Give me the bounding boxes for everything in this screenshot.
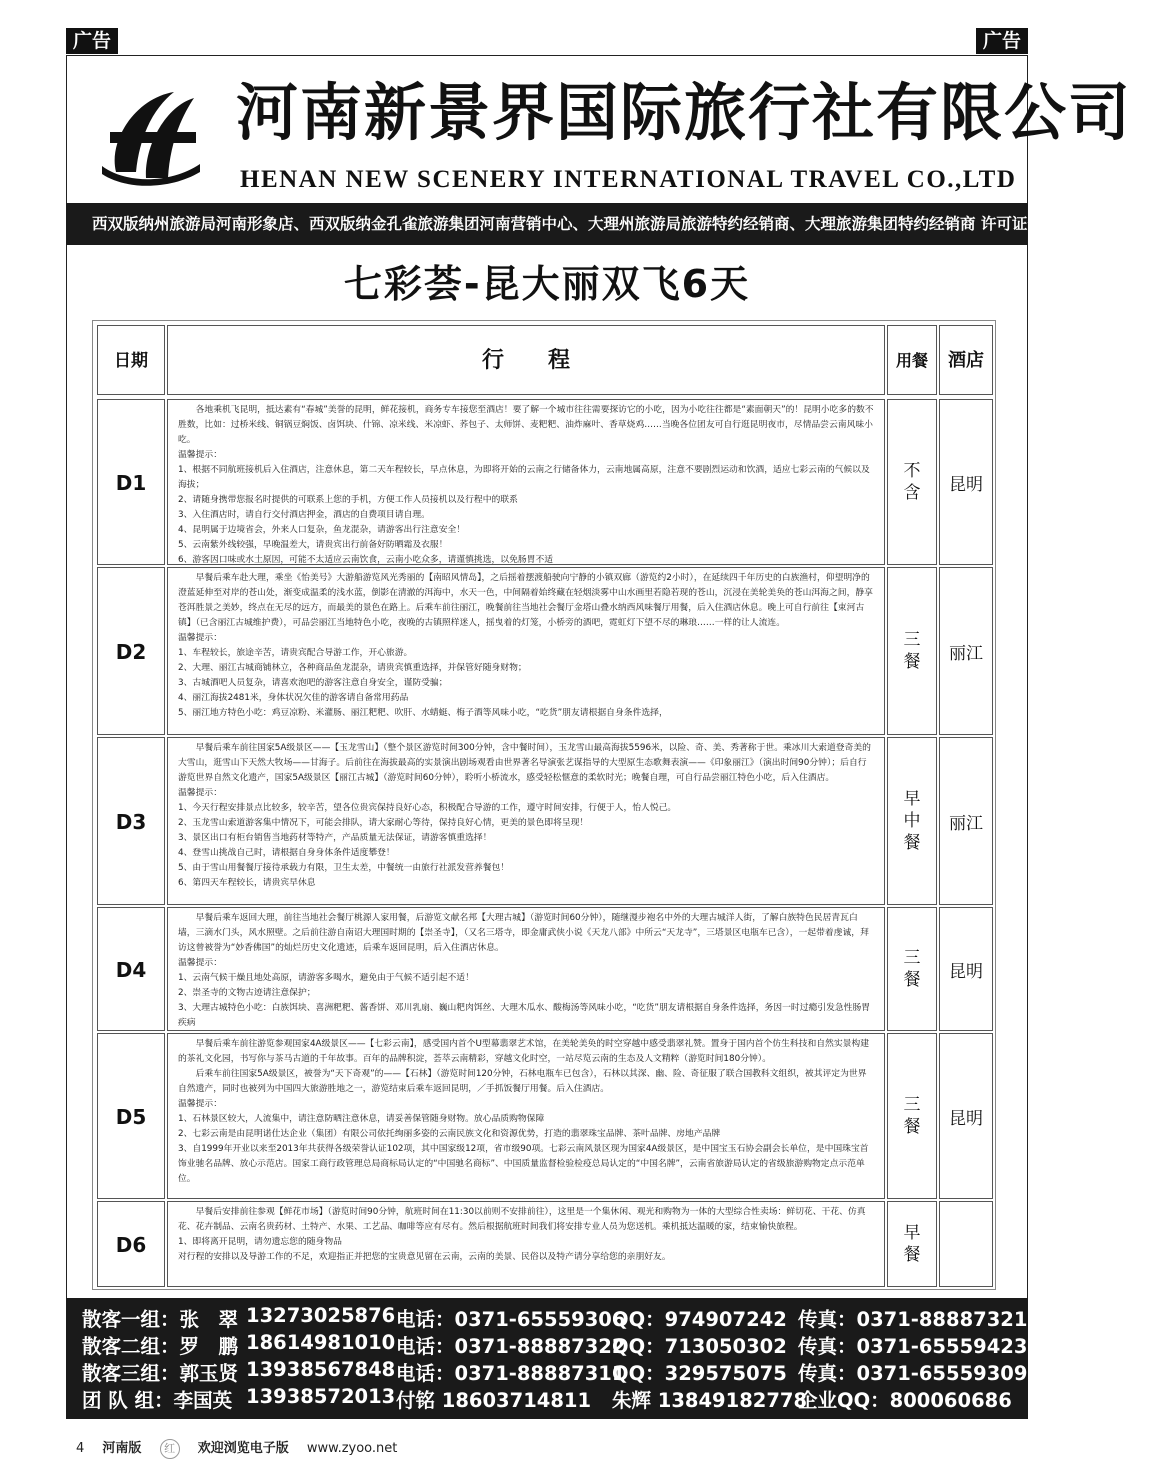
itinerary-line: 3、自1999年开业以来至2013年共获得各级荣誉认证102项，其中国家级12项，省市级90项。七彩云南风景区现为国家4A级景区，是中国宝玉石协会副会长单位，是中国珠宝首饰业驰名品牌、放心示范店。国家工商行政管理总局商标局认定的“中国驰名商标”、中国质量监督检验检疫总局认定的“中国名牌”，云南省旅游局认定的省级旅游购物定点示范单位。	[178, 1144, 869, 1184]
day-itinerary	[167, 399, 885, 565]
company-logo-icon	[96, 80, 206, 190]
contact-phone: 电话：0371-88887322	[396, 1335, 626, 1358]
day-hotel: 丽江	[939, 567, 993, 735]
company-name-en: HENAN NEW SCENERY INTERNATIONAL TRAVEL CO.,LTD	[240, 166, 1017, 193]
day-itinerary	[167, 907, 885, 1031]
route-title: 七彩荟-昆大丽双飞6天	[343, 262, 751, 306]
meals-text: 早中餐	[903, 789, 921, 853]
contact-mobile: 13938567848	[246, 1358, 396, 1381]
day-meals	[887, 1033, 937, 1199]
contact-mobile: 13273025876	[246, 1304, 396, 1327]
day-hotel: 昆明	[939, 1033, 993, 1199]
contact-mobile: 18614981010	[246, 1331, 396, 1354]
itinerary-line: 6、游客因口味或水土原因，可能不太适应云南饮食，云南小吃众多，请谨慎挑选，以免肠胃不适	[178, 555, 554, 565]
meals-text: 早餐	[903, 1223, 921, 1265]
contact-group: 散客二组：罗 鹏	[82, 1335, 239, 1358]
itinerary-line: 3、大理古城特色小吃：白族饵块、喜洲粑粑、酱香饼、邓川乳扇、巍山粑肉饵丝、大理木瓜水、酸梅汤等风味小吃，“吃货”朋友请根据自身条件选择，务因一时过瘾引发急性肠胃疾病	[178, 1003, 871, 1028]
itinerary-line: 2、玉龙雪山索道游客集中情况下，可能会排队，请大家耐心等待，保持良好心情，更美的景色即将呈现！	[178, 818, 589, 828]
day-meals	[887, 1201, 937, 1287]
day-meals	[887, 737, 937, 905]
itinerary-line: 1、即将离开昆明，请勿遗忘您的随身物品	[178, 1237, 342, 1247]
day-hotel: 昆明	[939, 399, 993, 565]
company-name-cn: 河南新景界国际旅行社有限公司	[236, 76, 1133, 149]
itinerary-line: 对行程的安排以及导游工作的不足，欢迎指正并把您的宝贵意见留在云南，云南的美景、民俗以及特产请分享给您的亲朋好友。	[178, 1252, 671, 1262]
day-itinerary	[167, 1201, 885, 1287]
day-hotel	[939, 1201, 993, 1287]
itinerary-line: 早餐后乘车前往游览参观国家4A级景区——【七彩云南】，感受国内首个U型幕翡翠艺术馆，在美轮美奂的时空穿越中感受翡翠礼赞。置身于国内首个仿生科技和自然实景构建的茶礼文化园，书写你与茶马古道的千年故事。百年的品牌积淀，荟萃云南精彩，穿越文化时空，一站尽览云南的生态及人文精粹（游览时间180分钟）。	[178, 1039, 870, 1064]
itinerary-line: 2、大理、丽江古城商铺林立，各种商品鱼龙混杂，请贵宾慎重选择，并保管好随身财物；	[178, 663, 527, 673]
ad-tag-left: 广告	[66, 28, 118, 54]
itinerary-line: 早餐后安排前往参观【鲜花市场】（游览时间90分钟，航班时间在11:30以前则不安排前往），这里是一个集休闲、观光和购物为一体的大型综合性卖场：鲜切花、干花、仿真花、花卉制品、云南名贵药材、土特产、水果、工艺品、咖啡等应有尽有。然后根据航班时间我们将安排专业人员为您送机。乘机抵达温暖的家，结束愉快旅程。	[178, 1207, 866, 1232]
itinerary-line: 1、云南气候干燥且地处高原，请游客多喝水，避免由于气候不适引起不适！	[178, 973, 474, 983]
page-number: 4	[76, 1441, 85, 1456]
day-itinerary	[167, 737, 885, 905]
contact-group: 散客三组：郭玉贤	[82, 1362, 239, 1385]
contact-phone: 电话：0371-65559306	[396, 1308, 626, 1331]
itinerary-line: 早餐后乘车前往国家5A级景区——【玉龙雪山】（整个景区游览时间300分钟，含中餐时间），玉龙雪山最高海拔5596米，以险、奇、美、秀著称于世。乘冰川大索道登奇美的大雪山，逛雪山下天然大牧场——甘海子。后前往在海拔最高的实景演出剧场观看由世界著名导演张艺谋指导的大型原生态歌舞表演——《印象丽江》（演出时间90分钟）；后自行游览世界自然文化遗产，国家5A级景区【丽江古城】（游览时间60分钟），聆听小桥流水，感受轻松惬意的柔软时光；晚餐自理，可自行品尝丽江特色小吃，后入住酒店。	[178, 743, 871, 783]
itinerary-line: 6、第四天车程较长，请贵宾早休息	[178, 878, 316, 888]
contact-row	[82, 1304, 1028, 1331]
contact-fax: 传真：0371-65559423	[798, 1335, 1028, 1358]
itinerary-line: 2、崇圣寺的文物古迹请注意保护；	[178, 988, 316, 998]
itinerary-line: 5、由于雪山用餐餐厅接待承载力有限，卫生太差，中餐统一由旅行社派发营养餐包！	[178, 863, 510, 873]
contact-qq: QQ：713050302	[612, 1335, 787, 1358]
day-itinerary	[167, 1033, 885, 1199]
day-meals	[887, 907, 937, 1031]
day-label: D5	[97, 1033, 165, 1199]
itinerary-line: 1、今天行程安排景点比较多，较辛苦，望各位贵宾保持良好心态，积极配合导游的工作，遵守时间安排，行便于人，怡人悦己。	[178, 803, 677, 813]
itinerary-line: 早餐后乘车返回大理，前往当地社会餐厅桃源人家用餐，后游览文献名邦【大理古城】（游览时间60分钟），随继漫步袍名中外的大理古城洋人街，了解白族特色民居青瓦白墙，三滴水门头，风水照壁。之后前往游自南诏大理国时期的【崇圣寺】，（又名三塔寺，即金庸武侠小说《天龙八部》中所云“天龙寺”，三塔景区电瓶车已含），一起带着虔诚，拜访这曾被誉为“妙香佛国”的灿烂历史文化遗迹，后乘车返回昆明，后入住酒店休息。	[178, 913, 869, 953]
day-meals	[887, 567, 937, 735]
itinerary-line: 2、七彩云南是由昆明诺仕达企业（集团）有限公司依托绚丽多姿的云南民族文化和资源优势，打造的翡翠珠宝品牌、茶叶品牌、房地产品牌	[178, 1129, 721, 1139]
header-itinerary: 行 程	[167, 325, 885, 395]
itinerary-line: 5、云南紫外线较强，早晚温差大，请贵宾出行前备好防晒霜及衣服！	[178, 540, 448, 550]
contact-row	[82, 1385, 1028, 1412]
itinerary-line: 早餐后乘车赴大理，乘坐《怡美号》大游船游览风光秀丽的【南昭风情岛】，之后摇着摆渡船驶向宁静的小镇双廊（游览约2小时），在延续四千年历史的白族渔村，仰望明净的澄蓝延伸至对岸的苍山处，渐变成温柔的浅水蓝，倒影在清澈的洱海中，水天一色，中间隔着始终藏在轻烟淡雾中山水画里若隐若现的苍山，沉浸在美轮美奂的苍山洱海之间，静享苍洱胜景之美妙，终点在无尽的远方，而最美的景色在路上。后乘车前往丽江，晚餐前往当地社会餐厅金塔山叠水纳西风味餐厅用餐，后入住酒店休息。晚上可自行前往【束河古镇】（已含丽江古城维护费），可品尝丽江当地特色小吃，夜晚的古镇照样迷人，摇曳着的灯笼，小桥旁的酒吧，霓虹灯下望不尽的琳琅……一样的让人流连。	[178, 573, 873, 628]
meals-text: 三餐	[903, 630, 921, 672]
itinerary-line: 温馨提示：	[178, 450, 222, 460]
contact-row	[82, 1331, 1028, 1358]
contact-qq: QQ：329575075	[612, 1362, 787, 1385]
contact-group: 团 队 组：李国英	[82, 1389, 233, 1412]
contact-qq: 朱辉 13849182778	[612, 1389, 808, 1412]
footer-slogan: 欢迎浏览电子版	[197, 1441, 289, 1456]
day-label: D6	[97, 1201, 165, 1287]
contact-phone: 电话：0371-88887311	[396, 1362, 626, 1385]
day-label: D2	[97, 567, 165, 735]
day-hotel: 丽江	[939, 737, 993, 905]
itinerary-table	[92, 320, 996, 1290]
day-label: D1	[97, 399, 165, 565]
itinerary-line: 3、景区出口有柜台销售当地药材等特产，产品质量无法保证，请游客慎重选择！	[178, 833, 492, 843]
contact-fax: 企业QQ：800060686	[798, 1389, 1012, 1412]
contact-phone: 付铭 18603714811	[396, 1389, 592, 1412]
footer-url[interactable]: www.zyoo.net	[306, 1441, 398, 1456]
contact-fax: 传真：0371-88887321	[798, 1308, 1028, 1331]
itinerary-line: 3、古城酒吧人员复杂，请喜欢泡吧的游客注意自身安全，谨防受骗；	[178, 678, 448, 688]
itinerary-line: 5、丽江地方特色小吃：鸡豆凉粉、米灌肠、丽江粑粑、吹肝、水蜻蜓、梅子酒等风味小吃，“吃货”朋友请根据自身条件选择，	[178, 708, 668, 718]
itinerary-line: 1、车程较长，旅途辛苦，请贵宾配合导游工作，开心旅游。	[178, 648, 413, 658]
ad-tag-right: 广告	[976, 28, 1028, 54]
itinerary-line: 温馨提示：	[178, 958, 222, 968]
itinerary-line: 温馨提示：	[178, 1099, 222, 1109]
itinerary-line: 3、入住酒店时，请自行交付酒店押金，酒店的自费项目请自理。	[178, 510, 430, 520]
itinerary-line: 1、石林景区较大，人流集中，请注意防晒注意休息，请妥善保管随身财物。放心品质购物保障	[178, 1114, 545, 1124]
edition-badge-icon: 红	[160, 1439, 180, 1459]
contact-fax: 传真：0371-65559309	[798, 1362, 1028, 1385]
meals-text: 三餐	[903, 948, 921, 990]
contact-bar	[66, 1298, 1028, 1419]
day-hotel: 昆明	[939, 907, 993, 1031]
contact-qq: QQ：974907242	[612, 1308, 787, 1331]
contact-group: 散客一组：张 翠	[82, 1308, 239, 1331]
header-hotel: 酒店	[939, 325, 993, 395]
day-label: D4	[97, 907, 165, 1031]
itinerary-line: 各地乘机飞昆明，抵达素有“春城”美誉的昆明，鲜花接机，商务专车接您至酒店！要了解一个城市往往需要探访它的小吃，因为小吃往往都是“素面朝天”的！昆明小吃多的数不胜数，比如：过桥米线、铜锅豆焖饭、卤饵块、什锦、凉米线、米凉虾、荞包子、太师饼、麦粑粑、油炸麻叶、香草烧鸡……当晚各位团友可自行逛昆明夜市，尽情品尝云南风味小吃。	[178, 405, 874, 445]
day-label: D3	[97, 737, 165, 905]
itinerary-line: 温馨提示：	[178, 788, 222, 798]
contact-mobile: 13938572013	[246, 1385, 396, 1408]
meals-text: 不含	[903, 461, 921, 503]
itinerary-line: 4、丽江海拔2481米，身体状况欠佳的游客请自备常用药品	[178, 693, 409, 703]
itinerary-line: 4、登雪山挑战自己时，请根据自身身体条件适度攀登！	[178, 848, 395, 858]
contact-row	[82, 1358, 1028, 1385]
itinerary-line: 1、根据不同航班接机后入住酒店，注意休息，第二天车程较长，早点休息，为即将开始的云南之行储备体力，云南地属高原，注意不要剧烈运动和饮酒，适应七彩云南的气候以及海拔；	[178, 465, 870, 490]
itinerary-line: 温馨提示：	[178, 633, 222, 643]
day-meals	[887, 399, 937, 565]
day-itinerary	[167, 567, 885, 735]
header-meals: 用餐	[887, 325, 937, 395]
edition-label: 河南版	[102, 1441, 142, 1456]
meals-text: 三餐	[903, 1095, 921, 1137]
certification-bar: 西双版纳州旅游局河南形象店、西双版纳金孔雀旅游集团河南营销中心、大理州旅游局旅游特约经销商、大理旅游集团特约经销商 许可证号：L-HENO1231	[66, 203, 1028, 245]
itinerary-line: 后乘车前往国家5A级景区，被誉为“天下奇观”的——【石林】（游览时间120分钟，石林电瓶车已包含），石林以其深、幽、险、奇征服了联合国教科文组织，被其评定为世界自然遗产，同时也被列为中国四大旅游胜地之一，游览结束后乘车返回昆明，／手抓饭餐厅用餐。后入住酒店。	[178, 1069, 867, 1094]
itinerary-line: 4、昆明属于边境省会，外来人口复杂，鱼龙混杂，请游客出行注意安全！	[178, 525, 466, 535]
page-footer	[76, 1437, 411, 1459]
header-date: 日期	[97, 325, 165, 395]
itinerary-line: 2、请随身携带您报名时提供的可联系上您的手机，方便工作人员接机以及行程中的联系	[178, 495, 518, 505]
